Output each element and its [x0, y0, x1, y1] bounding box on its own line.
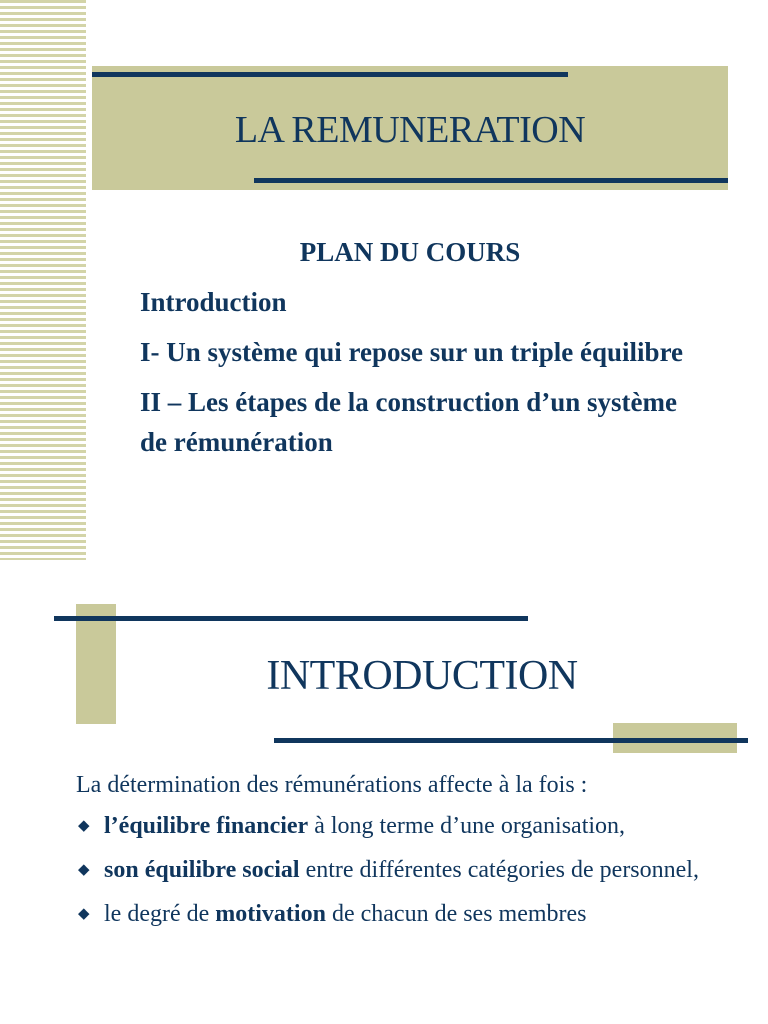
bullet-list — [76, 810, 726, 942]
bullet-post: de chacun de ses membres — [325, 901, 587, 927]
title-rule-top — [92, 72, 568, 77]
bullet-post: entre différentes catégories de personnel, — [299, 857, 699, 883]
slide-title: INTRODUCTION — [266, 653, 578, 699]
intro-text: La détermination des rémunérations affecte à la fois : — [76, 772, 588, 798]
plan-heading: PLAN DU COURS — [299, 237, 521, 267]
diamond-bullet-icon: ◆ — [78, 818, 90, 834]
list-item — [76, 898, 726, 930]
diamond-bullet-icon: ◆ — [78, 906, 90, 922]
plan-item-part-2: II – Les étapes de la construction d’un système de rémunération — [140, 387, 677, 457]
plan-item-part-1: I- Un système qui repose sur un triple équilibre — [140, 337, 684, 367]
bullet-emphasis: motivation — [215, 901, 326, 927]
slide-title: LA REMUNERATION — [234, 109, 586, 151]
list-item — [76, 854, 726, 886]
bullet-post: à long terme d’une organisation, — [308, 813, 626, 839]
striped-margin-decoration — [0, 0, 86, 560]
bullet-emphasis: son équilibre social — [104, 857, 300, 883]
title-rule-bottom — [274, 738, 748, 743]
diamond-bullet-icon: ◆ — [78, 862, 90, 878]
title-rule-top — [54, 616, 528, 621]
bullet-pre: le degré de — [104, 901, 216, 927]
title-rule-bottom — [254, 178, 728, 183]
plan-list — [140, 282, 700, 472]
list-item — [76, 810, 726, 842]
slide-2 — [0, 560, 768, 1024]
bullet-emphasis: l’équilibre financier — [104, 813, 309, 839]
plan-item-introduction: Introduction — [140, 287, 287, 317]
